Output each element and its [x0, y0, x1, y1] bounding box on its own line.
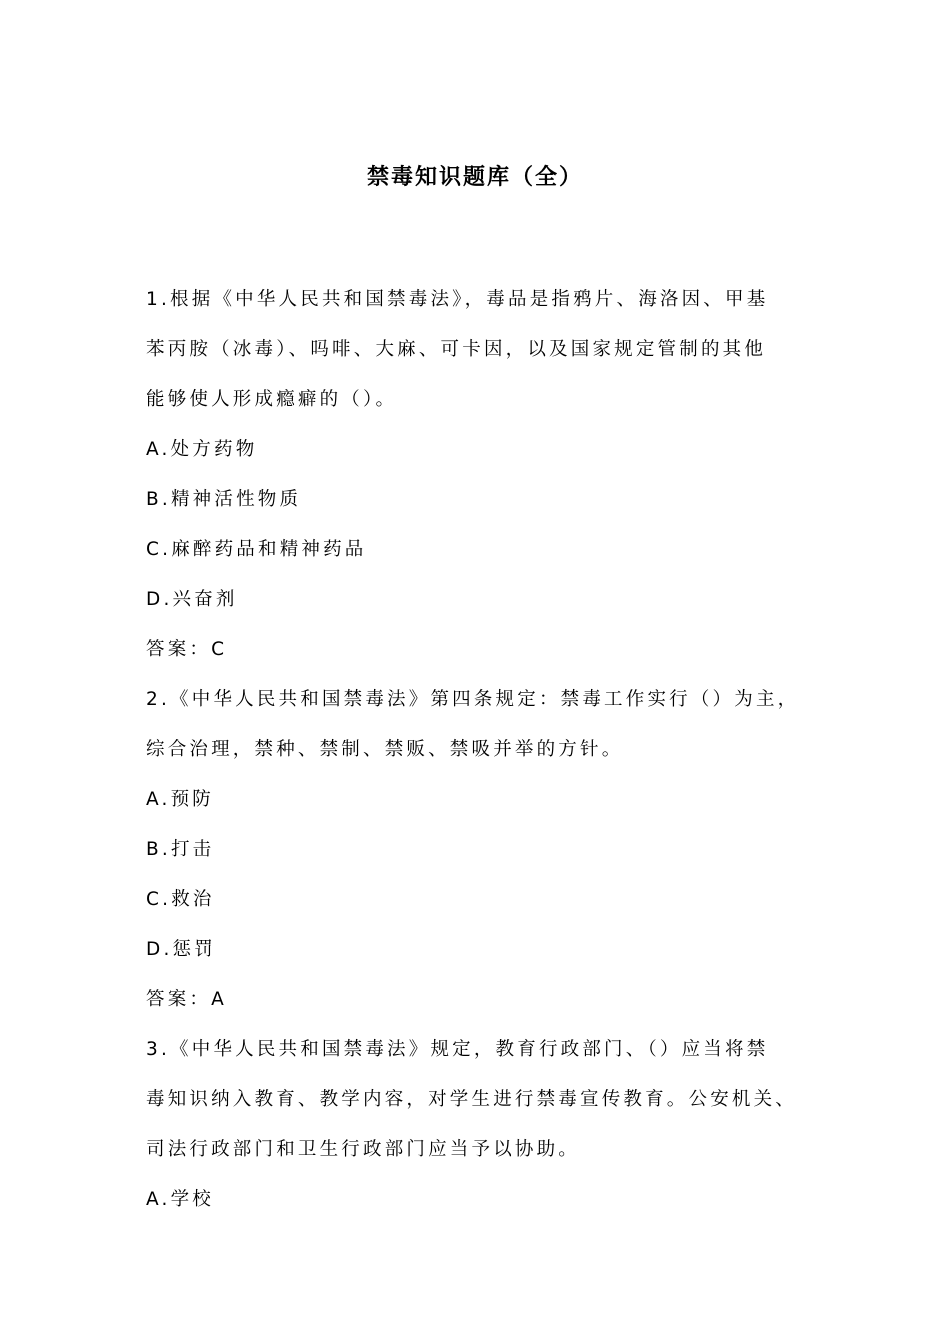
q2-answer: 答案：A — [146, 989, 227, 1010]
q3-stem-line-3: 司法行政部门和卫生行政部门应当予以协助。 — [146, 1139, 581, 1160]
document-title: 禁毒知识题库（全） — [366, 165, 583, 190]
q2-stem-line-2: 综合治理，禁种、禁制、禁贩、禁吸并举的方针。 — [146, 739, 624, 760]
q1-stem-line-1: 1.根据《中华人民共和国禁毒法》，毒品是指鸦片、海洛因、甲基 — [146, 289, 769, 310]
q2-option-b: B.打击 — [146, 839, 215, 860]
q1-option-a: A.处方药物 — [146, 439, 258, 460]
q3-option-a: A.学校 — [146, 1189, 215, 1210]
q1-option-c: C.麻醉药品和精神药品 — [146, 539, 367, 560]
q2-option-d: D.惩罚 — [146, 939, 216, 960]
q2-option-c: C.救治 — [146, 889, 215, 910]
q1-answer: 答案：C — [146, 639, 228, 660]
q3-stem-line-1: 3.《中华人民共和国禁毒法》规定，教育行政部门、（）应当将禁 — [146, 1039, 769, 1060]
q3-stem-line-2: 毒知识纳入教育、教学内容，对学生进行禁毒宣传教育。公安机关、 — [146, 1089, 798, 1110]
q1-stem-line-2: 苯丙胺（冰毒）、吗啡、大麻、可卡因，以及国家规定管制的其他 — [146, 339, 767, 360]
q1-stem-line-3: 能够使人形成瘾癖的（）。 — [146, 389, 398, 410]
q2-stem-line-1: 2.《中华人民共和国禁毒法》第四条规定：禁毒工作实行（）为主， — [146, 689, 800, 710]
question-list — [146, 275, 826, 1225]
q1-option-d: D.兴奋剂 — [146, 589, 238, 610]
q1-option-b: B.精神活性物质 — [146, 489, 302, 510]
q2-option-a: A.预防 — [146, 789, 215, 810]
